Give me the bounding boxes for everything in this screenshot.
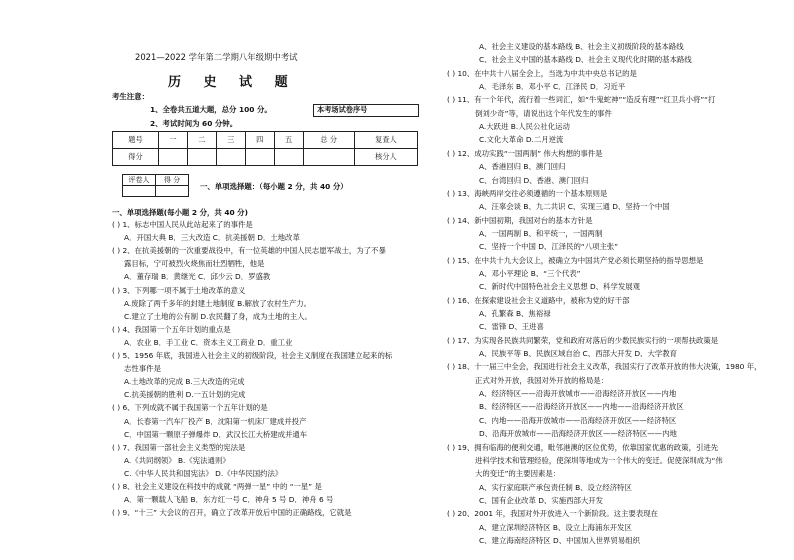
question-option: 露目标，宁可被烈火烧焦而壮烈牺牲，他是 <box>124 259 265 269</box>
question-option: A．董存瑞 B．黄继光 C．邱少云 D．罗盛教 <box>124 272 271 282</box>
question-stem: ( ) 13、海峡两岸交往必须遵循的一个基本原则是 <box>447 188 608 198</box>
score-cell: 题号 <box>113 132 159 149</box>
score-input-cell[interactable] <box>245 149 274 166</box>
question-option: C、新时代中国特色社会主义思想 D、科学发展观 <box>479 282 641 292</box>
exam-title: 2021—2022 学年第二学期八年级期中考试 <box>135 52 298 62</box>
question-option: C．中国第一颗原子弹爆炸 D．武汉长江大桥建成并通车 <box>124 429 308 439</box>
question-stem: ( ) 2、在抗美援朝的一次重要战役中，有一位英雄的中国人民志愿军战士，为了不暴 <box>112 246 386 256</box>
score-cell: 核分人 <box>354 149 417 166</box>
grader-score-label: 得 分 <box>156 175 189 186</box>
section-heading: 一、单项选择题：（每小题 2 分，共 40 分） <box>200 182 348 191</box>
question-option: A、邓小平理论 B、“三个代表” <box>479 268 581 278</box>
score-input-cell[interactable] <box>158 149 187 166</box>
question-option: 正式对外开放，我国对外开放的格局是： <box>475 375 609 385</box>
score-cell: 复查人 <box>354 132 417 149</box>
grader-input-cell[interactable] <box>156 186 189 197</box>
question-stem: ( ) 17、为实现各民族共同繁荣，党和政府对落后的少数民族实行的一项帮扶政策是 <box>447 335 719 345</box>
question-stem: ( ) 12、成功实践“一国两制” 伟大构想的事件是 <box>447 148 603 158</box>
score-input-cell[interactable] <box>187 149 216 166</box>
question-option: A、社会主义建设的基本路线 B、社会主义初级阶段的基本路线 <box>479 42 684 51</box>
question-option: A、汪辜会谈 B、九二共识 C、实现三通 D、坚持一个中国 <box>479 202 670 212</box>
right-column <box>397 0 794 560</box>
score-cell: 总 分 <box>303 132 354 149</box>
question-stem: ( ) 18、十一届三中全会，我国进行社会主义改革，我国实行了改革开放的伟大决策，1980 年， <box>447 362 762 372</box>
question-option: A．第一颗载人飞船 B．东方红一号 C．神舟 5 号 D．神舟 6 号 <box>124 495 334 505</box>
question-option: A、民族平等 B、民族区域自治 C、西部大开发 D、大学教育 <box>479 349 678 359</box>
question-option: A、实行家庭联产承包责任制 B、设立经济特区 <box>479 482 632 492</box>
question-stem: ( ) 10、在中共十八届全会上，当选为中共中央总书记的是 <box>447 68 637 78</box>
score-input-cell[interactable] <box>216 149 245 166</box>
question-option: B、经济特区——沿海经济开放区——内地——沿海经济开放区 <box>479 402 684 412</box>
question-stem: ( ) 1、标志中国人民从此站起来了的事件是 <box>112 220 253 229</box>
question-stem: ( ) 9、“十三” 大会议的召开，确立了改革开放后中国的正确路线，它就是 <box>112 508 352 518</box>
question-option: C、内地——沿海开放城市——沿海经济开放区——经济特区 <box>479 415 677 425</box>
question-stem: ( ) 6、下列成就不属于我国第一个五年计划的是 <box>112 403 268 413</box>
question-stem: ( ) 15、在中共十九大会议上，被确立为中国共产党必须长期坚持的指导思想是 <box>447 255 704 265</box>
grader-label: 评卷人 <box>123 175 156 186</box>
question-option: A．开国大典 B．三大改造 C．抗美援朝 D．土地改革 <box>124 233 300 243</box>
question-option: D、沿海开放城市——沿海经济开放区——经济特区——内地 <box>479 429 677 439</box>
question-stem: ( ) 7、我国第一部社会主义类型的宪法是 <box>112 442 246 452</box>
seat-number-label: 本考场试卷序号 <box>317 105 368 115</box>
score-cell: 一 <box>158 132 187 149</box>
question-stem: ( ) 16、在探索建设社会主义道路中，被称为党的好干部 <box>447 295 630 305</box>
score-cell: 得分 <box>113 149 159 166</box>
score-cell: 二 <box>187 132 216 149</box>
question-stem: ( ) 8、社会主义建设在科技中的成就 “两弹一星” 中的 “一星” 是 <box>112 482 322 491</box>
question-option: C、台湾回归 D、香港、澳门回归 <box>479 175 589 185</box>
question-option: A.土地改革的完成 B.三大改造的完成 <box>124 377 245 387</box>
question-option: 进科学技术和管理经验，使深圳等地成为一个伟大的变迁。促使深圳成为“伟 <box>475 455 723 465</box>
question-stem: ( ) 20、2001 年，我国对外开放进入一个新阶段。这主要表现在 <box>447 509 659 519</box>
grader-input-cell[interactable] <box>123 186 156 197</box>
question-option: A、经济特区——沿海开放城市——沿海经济开放区——内地 <box>479 389 677 399</box>
question-option: A．农业 B．手工业 C．资本主义工商业 D．重工业 <box>124 337 293 347</box>
question-stem: ( ) 19、拥有临海的便利交通，毗邻港澳的区位优势，依靠国家优惠的政策，引进先 <box>447 442 719 452</box>
question-stem: ( ) 11、有一个年代，流行着一些词汇，如“牛鬼蛇神”“造反有理”“红卫兵小将”“打 <box>447 95 716 105</box>
notice-label: 考生注意： <box>112 92 149 101</box>
score-cell: 三 <box>216 132 245 149</box>
score-table <box>112 131 418 166</box>
question-option: C.建立了土地的公有制 D.农民翻了身，成为土地的主人。 <box>124 311 312 321</box>
score-input-cell[interactable] <box>303 149 354 166</box>
score-table-score-row <box>113 149 418 166</box>
question-option: A.《共同纲领》 B.《宪法通则》 <box>124 455 230 465</box>
grader-table <box>122 174 189 197</box>
score-cell: 五 <box>274 132 303 149</box>
question-option: C、雷锋 D、王进喜 <box>479 322 544 332</box>
question-option: A．毛泽东 B．邓小平 C．江泽民 D．习近平 <box>479 82 626 92</box>
question-option: 大的变迁”的主要因素是： <box>475 469 561 479</box>
question-option: A、孔繁森 B、焦裕禄 <box>479 309 551 318</box>
question-option: A.大跃进 B.人民公社化运动 <box>479 122 570 132</box>
question-option: 志性事件是 <box>124 364 161 374</box>
score-cell: 四 <box>245 132 274 149</box>
notice-item-1: 1、全卷共五道大题，总分 100 分。 <box>150 105 272 114</box>
question-option: C、坚持一个中国 D、江泽民的“八项主张” <box>479 242 619 252</box>
question-option: A.废除了两千多年的封建土地制度 B.解放了农村生产力。 <box>124 298 312 308</box>
question-option: A、一国两制 B、和平统一，一国两制 <box>479 228 603 238</box>
question-option: C.抗美援朝的胜利 D.一五计划的完成 <box>124 390 246 400</box>
subject-title: 历 史 试 题 <box>168 75 297 90</box>
question-option: 倒刘少奇”等，请说出这个年代发生的事件 <box>475 108 612 118</box>
question-option: C、国有企业改革 D、实施西部大开发 <box>479 495 604 505</box>
question-option: A．长春第一汽车厂投产 B．沈阳第一机床厂建成并投产 <box>124 416 307 426</box>
score-input-cell[interactable] <box>274 149 303 166</box>
question-option: C.文化大革命 D.二月逆流 <box>479 135 564 145</box>
question-option: C、建立海南经济特区 D、中国加入世界贸易组织 <box>479 535 641 545</box>
section-subheading: 一、单项选择题(每小题 2 分，共 40 分) <box>112 208 248 217</box>
question-stem: ( ) 3、下列哪一项不属于土地改革的意义 <box>112 285 246 295</box>
notice-item-2: 2、考试时间为 60 分钟。 <box>150 119 238 128</box>
question-option: C.《中华人民共和国宪法》 D.《中华民国约法》 <box>124 468 283 478</box>
question-stem: ( ) 4、我国第一个五年计划的重点是 <box>112 324 231 334</box>
score-table-header-row <box>113 132 418 149</box>
question-stem: ( ) 5、1956 年底，我国进入社会主义的初级阶段，社会主义制度在我国建立起来的标 <box>112 351 393 360</box>
question-option: A、香港回归 B、澳门回归 <box>479 162 566 172</box>
question-option: C、社会主义中国的基本路线 D、社会主义现代化时期的基本路线 <box>479 55 692 65</box>
question-option: A、建立深圳经济特区 B、设立上海浦东开发区 <box>479 522 632 532</box>
question-stem: ( ) 14、新中国初期，我国对台的基本方针是 <box>447 215 593 225</box>
